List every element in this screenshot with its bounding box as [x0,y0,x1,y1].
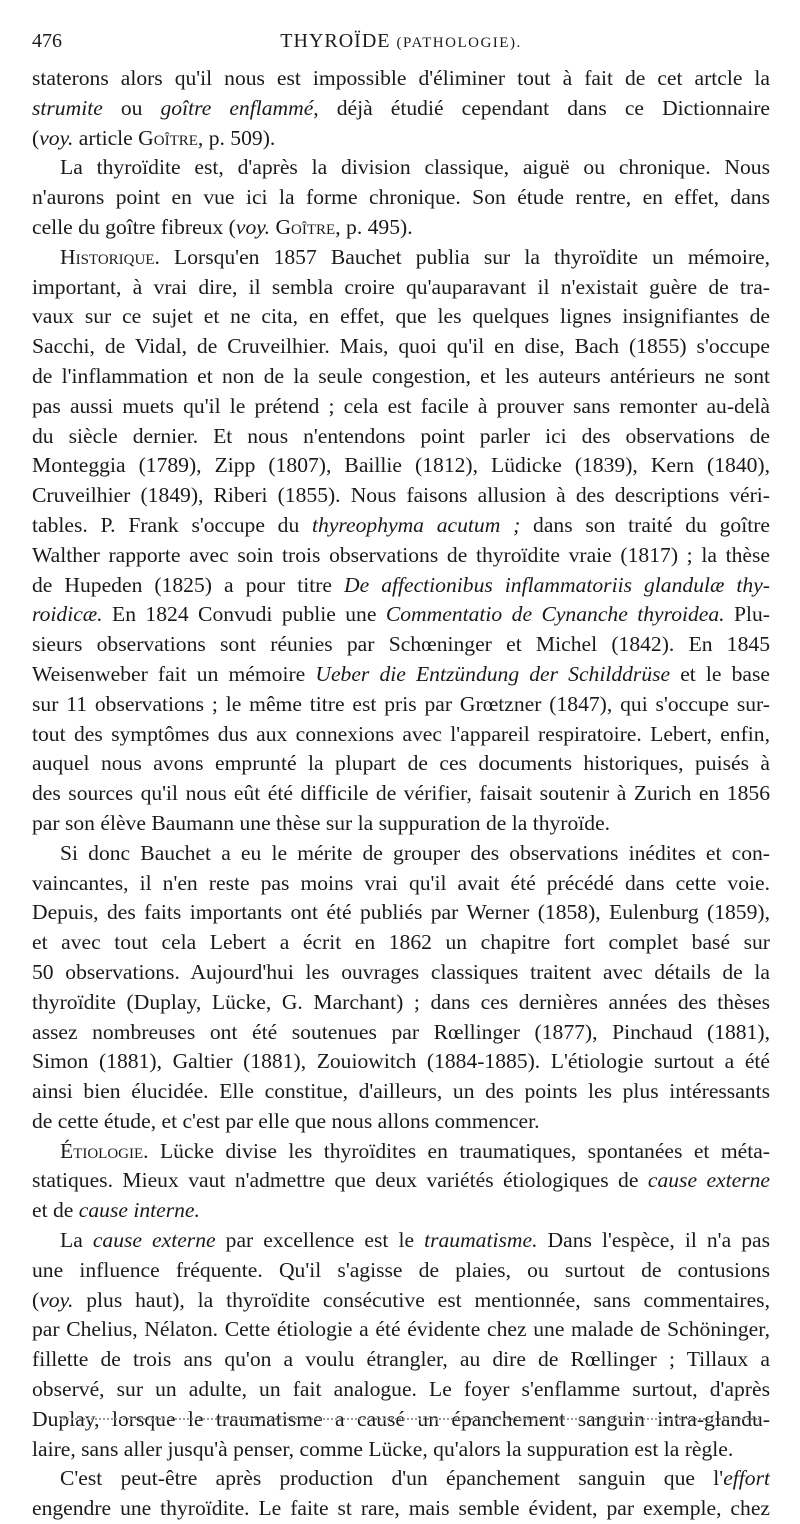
text-segment: statiques. Mieux vaut n'admettre que deux variétés étiologiques de [32,1168,648,1193]
text-segment: assez nombreuses ont été soutenues par Rœllinger (1877), Pinchaud (1881), [32,1019,770,1044]
text-segment: Walther rapporte avec soin trois observations de thyroïdite vraie (1817) ; la thèse [32,542,770,567]
text-segment: Monteggia (1789), Zipp (1807), Baillie (1812), Lüdicke (1839), Kern (1840), [32,453,770,478]
text-segment: staterons alors qu'il nous est impossible d'éliminer tout à fait de cet artcle la [32,66,770,90]
text-segment: tout des symptômes dus aux connexions avec l'appareil respiratoire. Lebert, enfin, [32,721,770,746]
book-page [32,26,770,1524]
text-segment: n'aurons point en vue ici la forme chronique. Son étude rentre, en effet, dans [32,185,770,210]
text-line [32,1196,770,1226]
italic-text: traumatisme. [424,1228,538,1253]
small-caps-text: Goître [138,125,198,150]
small-caps-text: Goître [275,214,336,239]
text-line [32,1345,770,1375]
text-segment: important, à vrai dire, il sembla croire qu'auparavant il n'existait guère de tra- [32,274,770,299]
text-line [32,1226,770,1256]
text-line [32,958,770,988]
text-segment: article [73,125,139,150]
text-segment: et avec tout cela Lebert a écrit en 1862 un chapitre fort complet basé sur [32,930,770,955]
text-segment: Duplay, lorsque le traumatisme a causé un épanchement sanguin intra-glandu- [32,1406,770,1431]
text-line [32,541,770,571]
page-header [32,26,770,56]
small-caps-text: Historique. [60,244,160,269]
text-segment: dans son traité du goître [520,512,770,537]
text-line [32,183,770,213]
text-segment: 50 observations. Aujourd'hui les ouvrages classiques traitent avec détails de la [32,959,770,984]
text-line [32,749,770,779]
text-line [32,392,770,422]
text-segment: Dans l'espèce, il n'a pas [537,1228,770,1253]
text-segment: vaincantes, il n'en reste pas moins vrai qu'il avait été précédé dans cette voie. [32,870,770,895]
text-segment: par son élève Baumann une thèse sur la suppuration de la thyroïde. [32,810,611,835]
text-line [32,898,770,928]
text-line [32,332,770,362]
body-text [32,64,770,1524]
text-segment: Lücke divise les thyroïdites en traumatiques, spontanées et méta- [148,1138,770,1163]
text-line [32,243,770,273]
text-line [32,600,770,630]
text-segment: Plu- [724,602,770,627]
text-line [32,1464,770,1494]
text-segment: laire, sans aller jusqu'à penser, comme Lücke, qu'alors la suppuration est la règle. [32,1436,734,1461]
text-line [32,451,770,481]
text-line [32,571,770,601]
footer-dotted-rule [60,1418,760,1420]
italic-text: thyreophyma acutum ; [312,512,521,537]
text-line [32,153,770,183]
text-line [32,362,770,392]
text-line [32,1435,770,1465]
text-segment: thyroïdite (Duplay, Lücke, G. Marchant) ; dans ces dernières années des thèses [32,989,770,1014]
text-segment: , p. 495). [335,214,413,239]
text-segment: et le base [670,661,770,686]
text-line [32,1375,770,1405]
text-segment: et de [32,1198,79,1223]
italic-text: cause interne. [78,1198,200,1223]
text-line [32,1166,770,1196]
text-segment: La thyroïdite est, d'après la division classique, aiguë ou chronique. Nous [60,155,770,180]
text-line [32,1077,770,1107]
italic-text: goître enflammé [160,95,314,120]
text-segment: de l'inflammation et non de la seule congestion, et les auteurs antérieurs ne sont [32,363,770,388]
text-segment: ( [32,1287,40,1312]
italic-text: voy. [235,214,271,239]
text-line [32,839,770,869]
text-segment: par excellence est le [215,1228,425,1253]
text-segment: des sources qu'il nous eût été difficile de vérifier, faisait soutenir à Zurich en 1856 [32,781,770,806]
text-line [32,511,770,541]
text-segment: ( [32,125,40,150]
text-segment: auquel nous avons emprunté la plupart de ces documents historiques, puisés à [32,751,770,776]
text-line [32,1494,770,1524]
text-segment: sur 11 observations ; le même titre est pris par Grœtzner (1847), qui s'occupe sur- [32,691,770,716]
text-line [32,1018,770,1048]
text-segment: engendre une thyroïdite. Le faite st rare, mais semble évident, par exemple, chez [32,1496,770,1521]
text-segment: Lorsqu'en 1857 Bauchet publia sur la thyroïdite un mémoire, [159,244,770,269]
text-segment: observé, sur un adulte, un fait analogue. Le foyer s'enflamme surtout, d'après [32,1377,770,1402]
text-segment: fillette de trois ans qu'on a voulu étrangler, au dire de Rœllinger ; Tillaux a [32,1347,770,1372]
text-line [32,481,770,511]
text-segment: de cette étude, et c'est par elle que nous allons commencer. [32,1108,540,1133]
small-caps-text: Étiologie. [60,1138,149,1163]
text-segment: une influence fréquente. Qu'il s'agisse de plaies, ou surtout de contusions [32,1257,770,1282]
text-segment: vaux sur ce sujet et ne cita, en effet, que les quelques lignes insignifiantes de [32,304,770,329]
italic-text: voy. [39,125,74,150]
text-line [32,94,770,124]
italic-text: effort [723,1466,770,1491]
text-line [32,422,770,452]
text-line [32,809,770,839]
italic-text: roidicæ. [32,602,103,627]
text-line [32,779,770,809]
text-segment: Depuis, des faits importants ont été publiés par Werner (1858), Eulenburg (1859), [32,900,770,925]
text-segment: Si donc Bauchet a eu le mérite de grouper des observations inédites et con- [60,840,770,865]
text-segment: par Chelius, Nélaton. Cette étiologie a été évidente chez une malade de Schöninger, [32,1317,770,1342]
text-line [32,302,770,332]
text-line [32,1137,770,1167]
text-line [32,988,770,1018]
running-title: THYROÏDE [280,30,391,52]
text-line [32,1107,770,1137]
text-line [32,1315,770,1345]
text-line [32,1286,770,1316]
text-line [32,64,770,94]
italic-text: cause externe [92,1228,216,1253]
text-segment: plus haut), la thyroïdite consécutive est mentionnée, sans commentaires, [73,1287,770,1312]
text-line [32,928,770,958]
text-line [32,1256,770,1286]
italic-text: Ueber die Entzündung der Schilddrüse [315,661,671,686]
text-line [32,1047,770,1077]
text-segment: ainsi bien élucidée. Elle constitue, d'ailleurs, un des points les plus intéressants [32,1079,770,1104]
text-line [32,273,770,303]
text-line [32,124,770,154]
italic-text: voy. [39,1287,74,1312]
italic-text: strumite [32,95,103,120]
running-head [32,30,770,53]
text-line [32,720,770,750]
text-segment: du siècle dernier. Et nous n'entendons point parler ici des observations de [32,423,770,448]
text-segment: sieurs observations sont réunies par Schœninger et Michel (1842). En 1845 [32,632,770,657]
page-number: 476 [32,30,62,52]
text-segment: Simon (1881), Galtier (1881), Zouiowitch (1884-1885). L'étiologie surtout a été [32,1049,770,1074]
italic-text: Commentatio de Cynanche thyroidea. [385,602,725,627]
text-line [32,660,770,690]
text-line [32,213,770,243]
text-segment: de Hupeden (1825) a pour titre [32,572,345,597]
text-segment: , p. 509). [197,125,276,150]
text-segment: Weisenweber fait un mémoire [32,661,316,686]
text-segment: celle du goître fibreux ( [32,214,236,239]
text-segment: pas aussi muets qu'il le prétend ; cela est facile à prouver sans remonter au-delà [32,393,770,418]
text-segment: , déjà étudié cependant dans ce Dictionnaire [313,95,770,120]
text-line [32,690,770,720]
italic-text: De affectionibus inflammatoriis glandulæ thy- [344,572,770,597]
running-subtitle: (PATHOLOGIE). [396,35,522,51]
text-segment: Cruveilhier (1849), Riberi (1855). Nous faisons allusion à des descriptions véri- [32,483,770,508]
text-segment: Sacchi, de Vidal, de Cruveilhier. Mais, quoi qu'il en dise, Bach (1855) s'occupe [32,334,770,359]
text-segment: En 1824 Convudi publie une [102,602,386,627]
text-segment: La [60,1228,93,1253]
text-segment: C'est peut-être après production d'un épanchement sanguin que l' [60,1466,724,1491]
text-line [32,630,770,660]
text-segment: ou [102,95,161,120]
italic-text: cause externe [647,1168,770,1193]
text-segment: tables. P. Frank s'occupe du [32,512,313,537]
text-line [32,869,770,899]
